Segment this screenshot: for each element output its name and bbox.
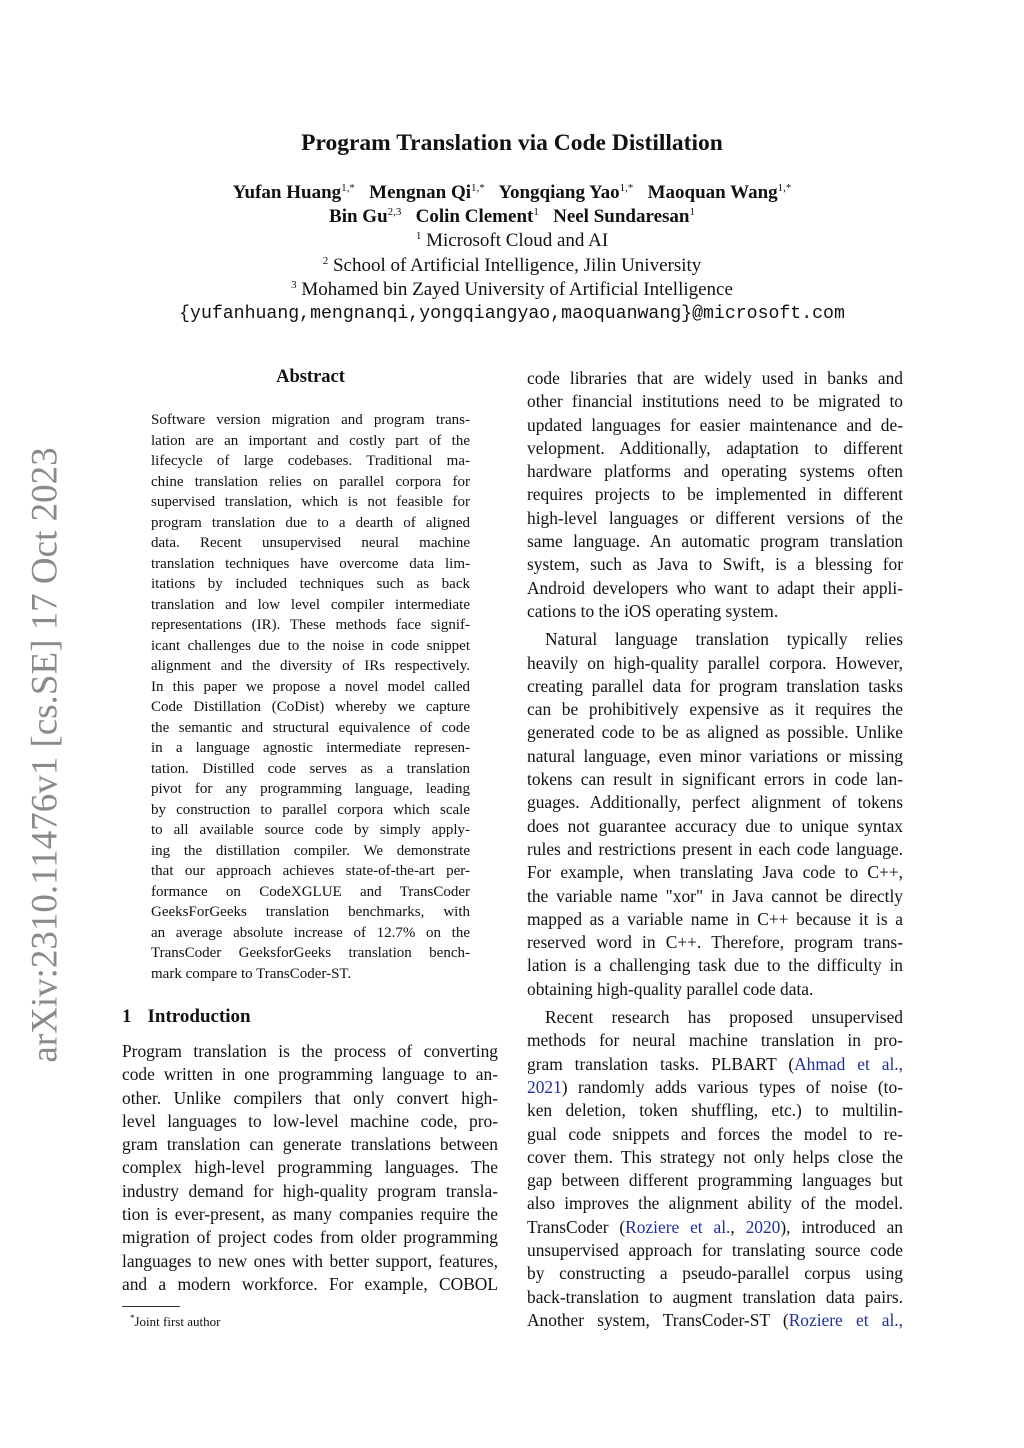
text-line: that our approach achieves state-of-the-art per- <box>151 863 470 879</box>
affiliation-number: 3 <box>291 279 297 291</box>
affiliation <box>0 230 1024 252</box>
text-line: level languages to low-level machine code, pro- <box>122 1110 498 1131</box>
author-name: Maoquan Wang <box>647 182 778 203</box>
text-line: tokens can result in significant errors in code lan- <box>527 769 903 790</box>
text-line: gram translation can generate translations between <box>122 1134 498 1155</box>
text-line: lifecycle of large codebases. Traditional ma- <box>151 453 470 469</box>
text-line: chine translation relies on parallel corpora for <box>151 473 470 490</box>
text-line: to all available source code by simply apply- <box>151 822 470 838</box>
paragraph <box>122 1040 498 1296</box>
text-line: cations to the iOS operating system. <box>527 600 779 621</box>
paragraph <box>527 628 903 1001</box>
text-line: code written in one programming language to an- <box>122 1064 498 1085</box>
text-line: lation is a challenging task due to the difficulty in <box>527 955 903 976</box>
text-line: icant challenges due to the noise in code snippet <box>151 637 470 654</box>
text-line: the semantic and structural equivalence of code <box>151 719 470 736</box>
author-affiliation-mark: 1,* <box>619 182 634 194</box>
author-affiliation-mark: 1,* <box>777 182 792 194</box>
author-name: Mengnan Qi <box>369 182 472 203</box>
affiliation <box>0 279 1024 301</box>
text-line: in a language agnostic intermediate represen- <box>151 740 470 756</box>
text-line: languages to new ones with better support, features, <box>122 1250 498 1271</box>
text-line: natural language, even minor variations or missing <box>527 745 903 766</box>
footnote-mark: * <box>130 1313 135 1323</box>
text-line: tation. Distilled code serves as a translation <box>151 760 470 777</box>
paragraph <box>527 367 903 623</box>
footnote-text: Joint first author <box>134 1314 221 1329</box>
text-line: ing the distillation compiler. We demonstrate <box>151 842 470 859</box>
text-line: complex high-level programming languages. The <box>122 1157 498 1178</box>
text-line: guages. Additionally, perfect alignment of tokens <box>527 792 903 813</box>
author-affiliation-mark: 2,3 <box>387 206 402 218</box>
citation-link[interactable]: 2021 <box>527 1076 562 1097</box>
author-affiliation-mark: 1,* <box>471 182 485 194</box>
text-line: velopment. Additionally, adaptation to different <box>527 437 903 458</box>
text-line: can be prohibitively expensive as it requires the <box>527 699 903 720</box>
author-name: Neel Sundaresan <box>553 206 690 227</box>
text-line: reserved word in C++. Therefore, program trans- <box>527 932 903 953</box>
text-line: system, such as Java to Swift, is a blessing for <box>527 554 903 575</box>
affiliation <box>0 255 1024 277</box>
authors-line-2 <box>0 206 1024 228</box>
text-line: back-translation to augment translation data pairs. <box>527 1286 903 1307</box>
footnote-rule <box>122 1306 180 1307</box>
text-line: gual code snippets and forces the model to re- <box>527 1123 903 1144</box>
text-line: does not guarantee accuracy due to unique syntax <box>527 815 903 836</box>
text-line: an average absolute increase of 12.7% on the <box>151 924 470 941</box>
paragraph <box>527 1006 903 1332</box>
text-line: other financial institutions need to be migrated to <box>527 391 903 412</box>
arxiv-stamp: arXiv:2310.11476v1 [cs.SE] 17 Oct 2023 <box>24 447 66 1063</box>
text-line: methods for neural machine translation in pro- <box>527 1030 903 1051</box>
text-line: gram translation tasks. PLBART (Ahmad et al., <box>527 1053 903 1074</box>
text-line: itations by included techniques such as back <box>151 576 470 592</box>
text-line: Another system, TransCoder-ST (Roziere et al., <box>527 1309 903 1330</box>
text-line: by construction to parallel corpora which scale <box>151 801 470 818</box>
text-line: rules and restrictions present in each code language. <box>527 838 903 859</box>
text-line: migration of project codes from older programming <box>122 1227 498 1248</box>
text-line: unsupervised approach for translating source code <box>527 1239 903 1260</box>
text-line: Android developers who want to adapt their appli- <box>527 577 903 598</box>
text-line: by constructing a pseudo-parallel corpus using <box>527 1263 903 1284</box>
text-line: TransCoder GeeksforGeeks translation bench- <box>151 945 470 961</box>
citation-link[interactable]: 2020 <box>745 1216 781 1237</box>
text-line: other. Unlike compilers that only convert high- <box>122 1087 498 1108</box>
text-line: same language. An automatic program translation <box>527 531 903 552</box>
intro-left-column <box>122 1040 498 1301</box>
affiliation-number: 1 <box>415 230 422 242</box>
section-number: 1 <box>122 1006 132 1027</box>
text-line: program translation due to a dearth of aligned <box>151 514 470 531</box>
text-line: obtaining high-quality parallel code data. <box>527 978 814 999</box>
intro-right-column <box>527 367 903 1337</box>
text-line: mark compare to TransCoder-ST. <box>151 965 352 982</box>
author-affiliation-mark: 1 <box>689 206 695 218</box>
text-line: TransCoder (Roziere et al., 2020), introduced an <box>527 1216 903 1237</box>
affiliation-name: School of Artificial Intelligence, Jilin University <box>332 254 702 276</box>
text-line: heavily on high-quality parallel corpora. However, <box>527 652 903 673</box>
text-line: hardware platforms and operating systems often <box>527 461 903 482</box>
paragraph <box>151 410 470 984</box>
footnote <box>130 1313 220 1330</box>
author-name: Yongqiang Yao <box>498 182 620 203</box>
text-line: translation techniques have overcome data lim- <box>151 555 470 572</box>
text-line: For example, when translating Java code to C++, <box>527 862 903 883</box>
text-line: generated code to be as aligned as possible. Unlike <box>527 722 903 743</box>
text-line: In this paper we propose a novel model called <box>151 678 470 695</box>
text-line: ken deletion, token shuffling, etc.) to multilin- <box>527 1100 903 1121</box>
affiliation-name: Mohamed bin Zayed University of Artificial Intelligence <box>301 279 733 300</box>
abstract-heading: Abstract <box>276 367 345 387</box>
section-title: Introduction <box>147 1006 251 1027</box>
text-line: 2021) randomly adds various types of noise (to- <box>527 1076 903 1097</box>
text-line: formance on CodeXGLUE and TransCoder <box>151 883 470 900</box>
author-name: Colin Clement <box>415 206 534 227</box>
text-line: lation are an important and costly part of the <box>151 432 470 449</box>
author-affiliation-mark: 1,* <box>341 182 355 194</box>
text-line: requires projects to be implemented in different <box>527 484 903 505</box>
text-line: cover them. This strategy not only helps close the <box>527 1146 903 1167</box>
section-heading-introduction <box>122 1006 267 1028</box>
text-line: the variable name "xor" in Java cannot be directly <box>527 885 903 906</box>
citation-link[interactable]: Roziere et al., <box>788 1309 903 1330</box>
affiliation-name: Microsoft Cloud and AI <box>426 230 609 251</box>
text-line: pivot for any programming language, leading <box>151 781 470 797</box>
text-line: Program translation is the process of converting <box>122 1041 498 1061</box>
text-line: representations (IR). These methods face signif- <box>151 617 470 633</box>
text-line: gap between different programming languages but <box>527 1170 903 1191</box>
author-name: Bin Gu <box>329 206 388 227</box>
author-emails: {yufanhuang,mengnanqi,yongqiangyao,maoquanwang}@microsoft.com <box>179 304 845 324</box>
abstract-body <box>151 410 470 989</box>
text-line: GeeksForGeeks translation benchmarks, with <box>151 904 470 920</box>
affiliation-number: 2 <box>322 254 329 267</box>
text-line: mapped as a variable name in C++ because it is a <box>527 908 903 929</box>
text-line: Software version migration and program trans- <box>151 412 470 428</box>
text-line: code libraries that are widely used in banks and <box>527 368 903 388</box>
text-line: Code Distillation (CoDist) whereby we capture <box>151 699 470 715</box>
text-line: industry demand for high-quality program transla- <box>122 1180 498 1201</box>
text-line: and a modern workforce. For example, COBOL <box>122 1273 498 1294</box>
author-affiliation-mark: 1 <box>533 206 539 218</box>
text-line: alignment and the diversity of IRs respectively. <box>151 658 470 674</box>
text-line: data. Recent unsupervised neural machine <box>151 535 470 551</box>
text-line: high-level languages or different versions of the <box>527 507 903 528</box>
text-line: Natural language translation typically relies <box>545 629 903 650</box>
text-line: Recent research has proposed unsupervised <box>545 1007 903 1028</box>
text-line: creating parallel data for program translation tasks <box>527 675 903 696</box>
paper-title: Program Translation via Code Distillation <box>301 130 723 156</box>
text-line: translation and low level compiler intermediate <box>151 596 470 613</box>
text-line: also improves the alignment ability of the model. <box>527 1193 903 1214</box>
citation-link[interactable]: Ahmad et al., <box>794 1053 903 1074</box>
text-line: updated languages for easier maintenance and de- <box>527 414 903 435</box>
citation-link[interactable]: Roziere et al. <box>625 1216 731 1237</box>
authors-line-1 <box>0 182 1024 204</box>
text-line: supervised translation, which is not feasible for <box>151 494 470 510</box>
text-line: tion is ever-present, as many companies require the <box>122 1204 498 1225</box>
author-name: Yufan Huang <box>232 182 342 203</box>
